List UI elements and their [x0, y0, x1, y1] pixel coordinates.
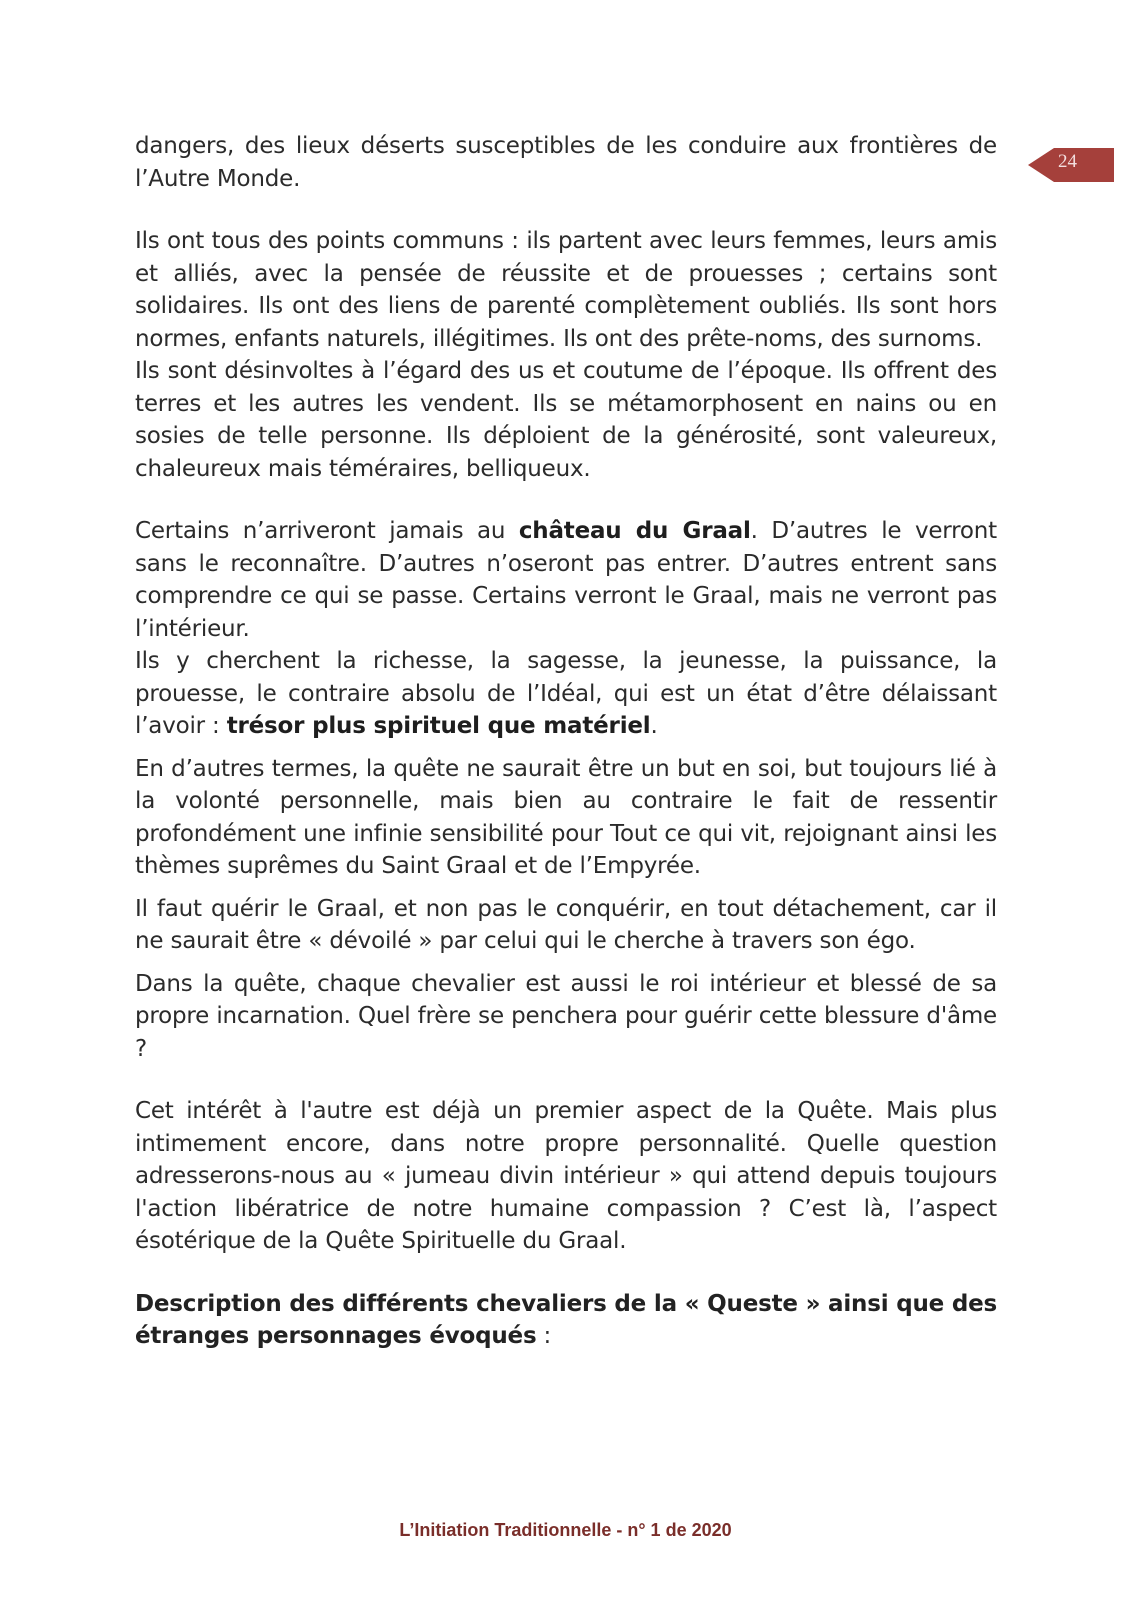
paragraph-5-start: Ils y cherchent la richesse, la sagesse, la jeunesse, la puissance, la prouesse, le contraire absolu de l’Idéal, qui est un état d’être délaissant l’avoir : [135, 648, 997, 739]
chateau-du-graal-emphasis: château du Graal [518, 518, 751, 544]
paragraph-7: Il faut quérir le Graal, et non pas le conquérir, en tout détachement, car il ne saurait être « dévoilé » par celui qui le cherche à travers son égo. [135, 895, 997, 954]
paragraph-8: Dans la quête, chaque chevalier est aussi le roi intérieur et blessé de sa propre incarnation. Quel frère se penchera pour guérir cette blessure d'âme ? [135, 970, 997, 1062]
page-number-tab [1028, 148, 1114, 182]
paragraph-2: Ils ont tous des points communs : ils partent avec leurs femmes, leurs amis et alliés, avec la pensée de réussite et de prouesses ; certains sont solidaires. Ils ont des liens de parenté complètement oubliés. Ils sont hors normes, enfants naturels, illégitimes. Ils ont des prête-noms, des surnoms. [135, 228, 997, 352]
paragraph-9: Cet intérêt à l'autre est déjà un premier aspect de la Quête. Mais plus intimement encore, dans notre propre personnalité. Quelle question adresserons-nous au « jumeau divin intérieur » qui attend depuis toujours l'action libératrice de notre humaine compassion ? C’est là, l’aspect ésotérique de la Quête Spirituelle du Graal. [135, 1098, 997, 1254]
section-heading-colon: : [536, 1323, 552, 1349]
paragraph-5-end: . [650, 713, 658, 739]
article-body [135, 130, 997, 1353]
page-number: 24 [1058, 151, 1077, 172]
paragraph-6: En d’autres termes, la quête ne saurait être un but en soi, but toujours lié à la volonté personnelle, mais bien au contraire le fait de ressentir profondément une infinie sensibilité pour Tout ce qui vit, rejoignant ainsi les thèmes suprêmes du Saint Graal et de l’Empyrée. [135, 755, 997, 879]
tresor-emphasis: trésor plus spirituel que matériel [226, 713, 651, 739]
paragraph-4-start: Certains n’arriveront jamais au [135, 518, 519, 544]
paragraph-1: dangers, des lieux déserts susceptibles de les conduire aux frontières de l’Autre Monde. [135, 133, 997, 192]
section-heading [135, 1288, 997, 1353]
paragraph-4 [135, 515, 997, 645]
paragraph-3: Ils sont désinvoltes à l’égard des us et coutume de l’époque. Ils offrent des terres et les autres les vendent. Ils se métamorphosent en nains ou en sosies de telle personne. Ils déploient de la générosité, sont valeureux, chaleureux mais téméraires, belliqueux. [135, 358, 997, 482]
footer-publication-title: L’Initiation Traditionnelle - n° 1 de 2020 [399, 1520, 732, 1540]
paragraph-4-end: . D’autres le verront sans le reconnaître. D’autres n’oseront pas entrer. D’autres entrent sans comprendre ce qui se passe. Certains verront le Graal, mais ne verront pas l’intérieur. [135, 518, 997, 642]
section-heading-text: Description des différents chevaliers de la « Queste » ainsi que des étranges personnages évoqués [135, 1290, 998, 1349]
paragraph-5 [135, 645, 997, 743]
